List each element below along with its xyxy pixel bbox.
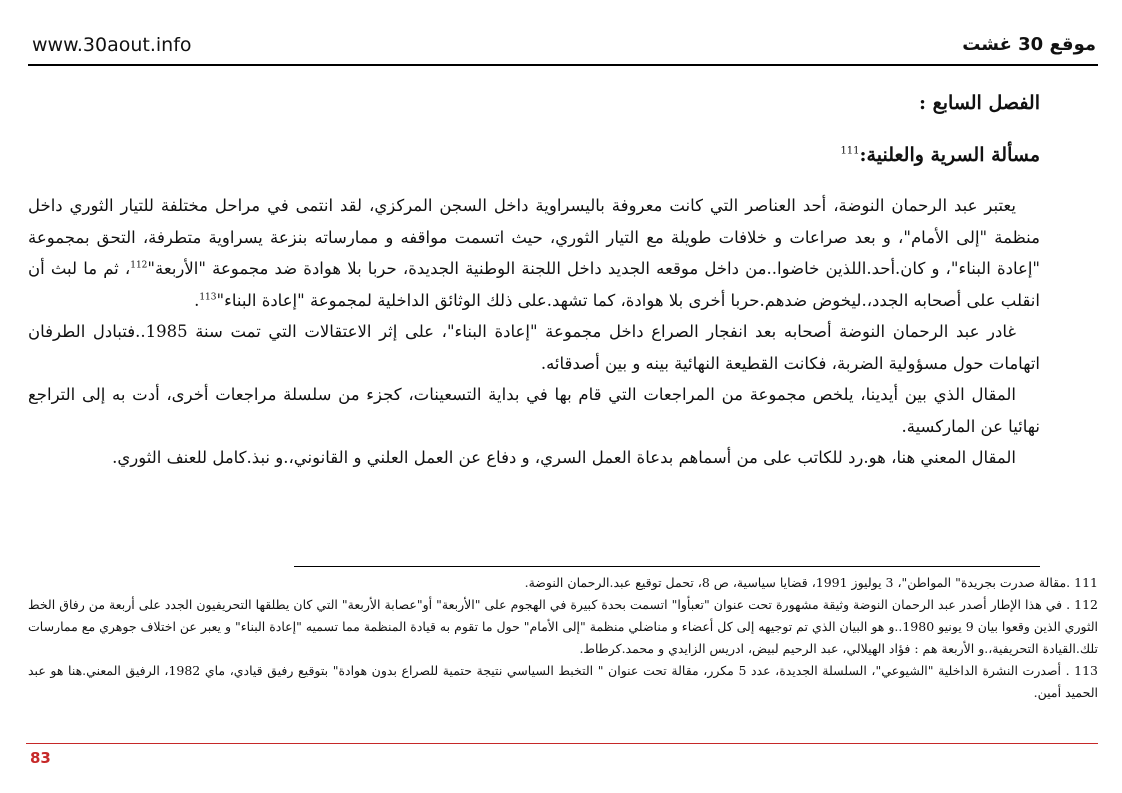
- section-title: [28, 144, 1040, 166]
- paragraph-1: [28, 190, 1040, 316]
- footnotes: [28, 572, 1098, 704]
- paragraph-4: المقال المعني هنا، هو.رد للكاتب على من أسماهم بدعاة العمل السري، و دفاع عن العمل العلني و القانوني،.و نبذ.كامل للعنف الثوري.: [112, 448, 1016, 467]
- site-title: موقع 30 غشت: [962, 34, 1096, 55]
- header-divider: [28, 64, 1098, 66]
- paragraph-1-part-a: يعتبر عبد الرحمان النوضة، أحد العناصر التي كانت معروفة باليسراوية داخل السجن المركزي، لقد انتمى في مراحل مختلفة للتيار الثوري داخل منظمة "إلى الأمام"، و بعد صراعات و خلافات طويلة مع التيار الثوري، حيث اتسمت مواقفه و ممارساته بنزعة يسراوية متطرفة، التحق بمجموعة "إعادة البناء"، و كان.أحد.اللذين خاضوا..من داخل موقعه الجديد داخل اللجنة الوطنية الجديدة، حربا بلا هوادة ضد مجموعة "الأربعة": [28, 196, 1040, 278]
- page-number: 83: [30, 749, 51, 767]
- footnote-ref-111: 111: [840, 145, 860, 157]
- section-title-text: مسألة السرية والعلنية:: [859, 144, 1040, 166]
- paragraph-1-part-c: .: [194, 290, 200, 310]
- footnote-ref-112: 112: [130, 260, 148, 271]
- footnote-113: 113 . أصدرت النشرة الداخلية "الشيوعي"، السلسلة الجديدة، عدد 5 مكرر، مقالة تحت عنوان " التخبط السياسي نتيجة حتمية للصراع بدون هوادة" بتوقيع رفيق قيادي، ماي 1982، الرفيق المعني.هنا هو عبد الحميد أمين.: [28, 663, 1099, 700]
- main-content: [28, 86, 1040, 474]
- footnote-111: 111 .مقالة صدرت بجريدة" المواطن"، 3 يوليوز 1991، قضايا سياسية، ص 8، تحمل توقيع عبد.الرحمان النوضة.: [524, 575, 1098, 590]
- chapter-title: الفصل السابع :: [919, 92, 1040, 114]
- footnote-ref-113: 113: [199, 292, 217, 302]
- paragraph-2: غادر عبد الرحمان النوضة أصحابه بعد انفجار الصراع داخل مجموعة "إعادة البناء"، على إثر الاعتقالات التي تمت سنة 1985..فتبادل الطرفان اتهامات حول مسؤولية الضربة، فكانت القطيعة النهائية بينه و بين أصدقائه.: [28, 322, 1040, 373]
- footer-divider: [26, 743, 1098, 744]
- site-url: www.30aout.info: [32, 34, 192, 56]
- paragraph-3: المقال الذي بين أيدينا، يلخص مجموعة من المراجعات التي قام بها في بداية التسعينات، كجزء من سلسلة مراجعات أخرى، أدت به إلى التراجع نهائيا عن الماركسية.: [28, 385, 1040, 436]
- footnote-divider: [294, 566, 1040, 567]
- footnote-112: 112 . في هذا الإطار أصدر عبد الرحمان النوضة وثيقة مشهورة تحت عنوان "تعبأوا" اتسمت بحدة كبيرة في الهجوم على "الأربعة" أو"عصابة الأربعة" التي كان يطلقها التحريفيون الجدد على أربعة من رفاق الخط الثوري الذين وقعوا بيان 9 يونيو 1980..و هو البيان الذي تم توجيهه إلى كل أعضاء و مناضلي منظمة "إلى الأمام" حول ما تقوم به قيادة المنظمة مما تسميه "إعادة البناء" و يعبر عن اختلاف جوهري مع ممارسات تلك.القيادة التحريفية،.و الأربعة هم : فؤاد الهيلالي، عبد الرحيم لبيض، ادريس الزايدي و محمد.كرطاط.: [28, 597, 1098, 656]
- paragraph-1-part-b: ، ثم ما لبث أن انقلب على أصحابه الجدد،.ليخوض ضدهم.حربا أخرى بلا هوادة، كما تشهد.على ذلك الوثائق الداخلية لمجموعة "إعادة البناء": [28, 259, 1040, 310]
